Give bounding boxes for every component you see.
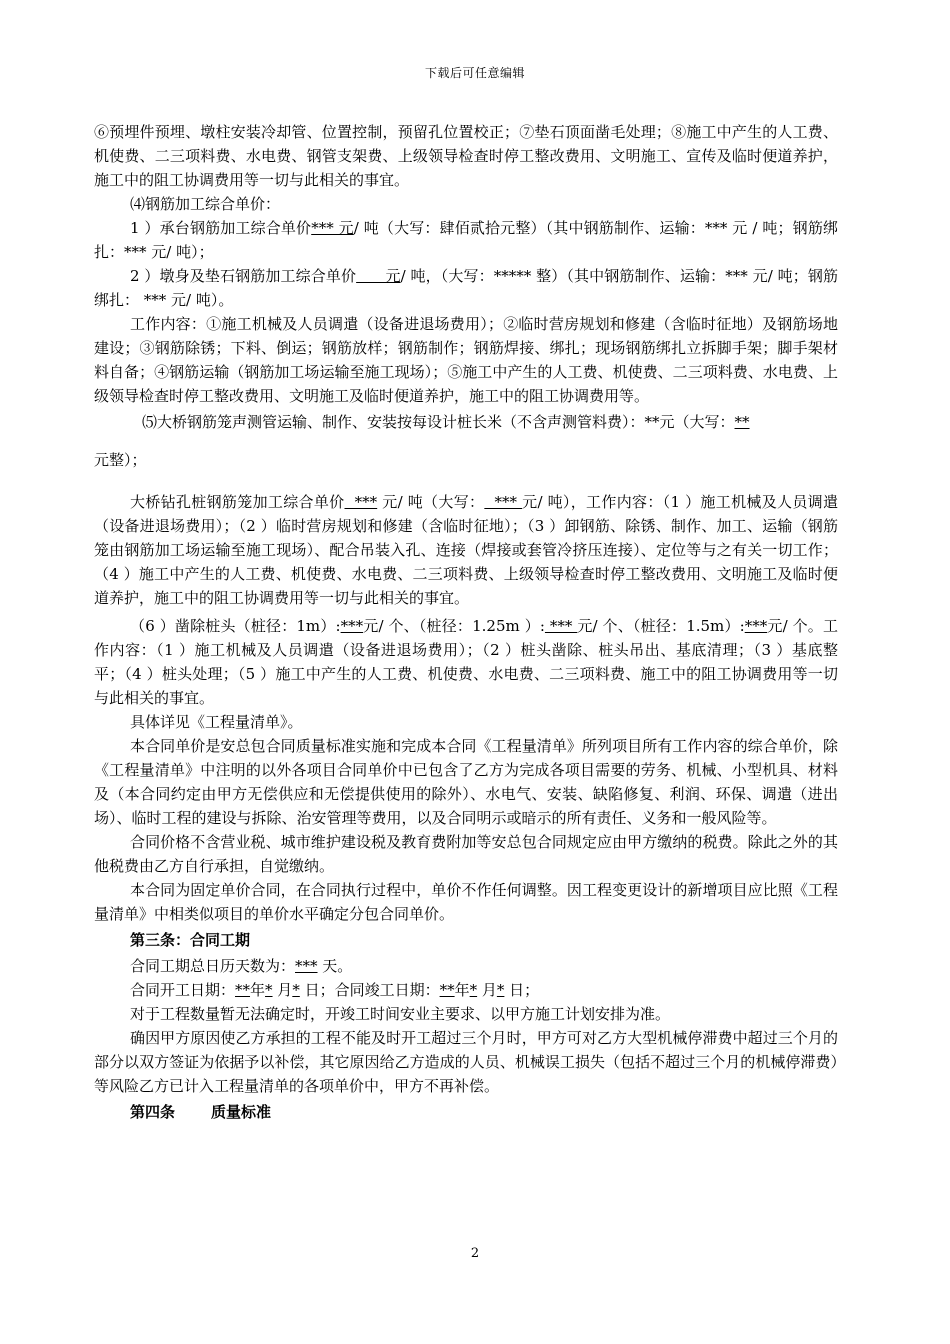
paragraph-pier-rebar-price: 2 ）墩身及垫石钢筋加工综合单价 元/ 吨，（大写：***** 整）（其中钢筋制作、运输：*** 元/ 吨；钢筋绑扎： *** 元/ 吨）。 [94,267,838,309]
section-heading-4: 第四条 质量标准 [130,1103,272,1121]
paragraph-delay-compensation: 确因甲方原因使乙方承担的工程不能及时开工超过三个月时，甲方可对乙方大型机械停滞费中超过三个月的部分以双方签证为依据予以补偿，其它原因给乙方造成的人员、机械误工损失（包括不超过三个月的机械停滞费）等风险乙方已计入工程量清单的各项单价中，甲方不再补偿。 [94,1029,838,1095]
paragraph-work-content-continued: ⑥预埋件预埋、墩柱安装冷却管、位置控制，预留孔位置校正；⑦垫石顶面凿毛处理；⑧施工中产生的人工费、机使费、二三项料费、水电费、钢管支架费、上级领导检查时停工整改费用、文明施工、宣传及临时便道养护，施工中的阻工协调费用等一切与此相关的事宜。 [94,123,838,189]
paragraph-pile-cage-price: 大桥钻孔桩钢筋笼加工综合单价 *** 元/ 吨（大写： *** 元/ 吨），工作内容：（1 ）施工机械及人员调遣（设备进退场费用）；（2 ）临时营房规划和修建（含临时征地）；（3 ）卸钢筋、除锈、制作、加工、运输（钢筋笼由钢筋加工场运输至施工现场）、配合吊装入孔、连接（焊接或套管冷挤压连接）、定位等与之有关一切工作；（4 ）施工中产生的人工费、机使费、水电费、二三项料费、上级领导检查时停工整改费用、文明施工及临时便道养护，施工中的阻工协调费用等一切与此相关的事宜。 [94,493,838,607]
paragraph-fixed-price: 本合同为固定单价合同，在合同执行过程中，单价不作任何调整。因工程变更设计的新增项目应比照《工程量清单》中相类似项目的单价水平确定分包合同单价。 [94,881,838,923]
paragraph-total-days: 合同工期总日历天数为：*** 天。 [130,957,353,975]
page-number: 2 [470,1246,480,1261]
paragraph-sound-pipe-price-end: 元整）； [94,451,147,469]
section-heading-3: 第三条：合同工期 [130,931,251,949]
paragraph-pile-head-removal: （6 ）凿除桩头（桩径：1m）:***元/ 个、（桩径：1.25m ）: *** 元/ 个、（桩径：1.5m）:***元/ 个。工作内容：（1 ）施工机械及人员调遣（设备进退场费用）；（2 ）桩头凿除、桩头吊出、基底清理；（3 ）基底整平；（4 ）桩头处理；（5 ）施工中产生的人工费、机使费、水电费、二三项料费、施工中的阻工协调费用等一切与此相关的事宜。 [94,617,838,707]
paragraph-rebar-work-content: 工作内容：①施工机械及人员调遣（设备进退场费用）；②临时营房规划和修建（含临时征地）及钢筋场地建设；③钢筋除锈；下料、倒运；钢筋放样；钢筋制作；钢筋焊接、绑扎；现场钢筋绑扎立拆脚手架；脚手架材料自备；④钢筋运输（钢筋加工场运输至施工现场）；⑤施工中产生的人工费、机使费、二三项料费、水电费、上级领导检查时停工整改费用、文明施工及临时便道养护，施工中的阻工协调费用等。 [94,315,838,405]
paragraph-see-bill: 具体详见《工程量清单》。 [130,713,303,731]
paragraph-tax: 合同价格不含营业税、城市维护建设税及教育费附加等安总包合同规定应由甲方缴纳的税费。除此之外的其他税费由乙方自行承担，自觉缴纳。 [94,833,838,875]
paragraph-unit-price-scope: 本合同单价是安总包合同质量标准实施和完成本合同《工程量清单》所列项目所有工作内容的综合单价，除《工程量清单》中注明的以外各项目合同单价中已包含了乙方为完成各项目需要的劳务、机械、小型机具、材料及（本合同约定由甲方无偿供应和无偿提供使用的除外）、水电气、安装、缺陷修复、利润、环保、调遣（进出场）、临时工程的建设与拆除、治安管理等费用，以及合同明示或暗示的所有责任、义务和一般风险等。 [94,737,838,827]
page-header: 下载后可任意编辑 [424,66,525,80]
document-body [94,120,838,1126]
paragraph-dates: 合同开工日期：**年* 月* 日；合同竣工日期：**年* 月* 日； [130,981,540,999]
paragraph-cap-rebar-price: 1 ）承台钢筋加工综合单价*** 元/ 吨（大写：肆佰贰拾元整）（其中钢筋制作、运输：*** 元 / 吨；钢筋绑扎：*** 元/ 吨）； [94,219,838,261]
pier-rebar-price-value: 元 [356,267,401,285]
paragraph-sound-pipe-price: ⑸大桥钢筋笼声测管运输、制作、安装按每设计桩长米（不含声测管料费）：**元（大写：** [142,413,750,431]
cap-rebar-price-value: *** 元 [311,219,354,237]
paragraph-schedule-note: 对于工程数量暂无法确定时，开竣工时间安业主要求、以甲方施工计划安排为准。 [130,1005,671,1023]
paragraph-rebar-price-heading: ⑷钢筋加工综合单价： [130,195,281,213]
